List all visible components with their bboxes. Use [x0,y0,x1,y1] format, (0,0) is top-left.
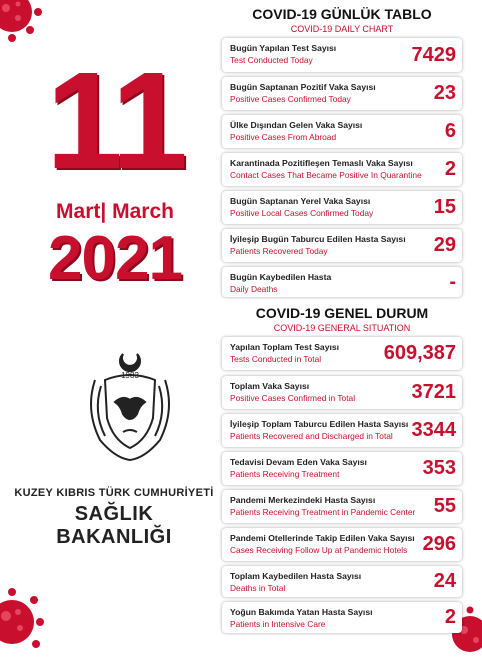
general-row-recovered [222,414,462,447]
row-label-en: Positive Cases From Abroad [230,132,337,142]
row-label-en: Patients Receiving Treatment [230,469,340,479]
daily-section-title: COVID-19 GÜNLÜK TABLO [252,6,432,22]
row-label-en: Daily Deaths [230,284,278,294]
general-section-subtitle: COVID-19 GENERAL SITUATION [273,323,411,333]
row-label-en: Patients in Intensive Care [230,619,326,629]
general-row-treatment [222,452,462,485]
row-label-en: Patients Recovered and Discharged in Total [230,431,393,441]
general-row-icu [222,602,462,633]
daily-section-subtitle: COVID-19 DAILY CHART [290,24,394,34]
virus-icon [0,0,52,52]
row-value: 7429 [411,43,456,66]
general-row-pandemic-hotels [222,528,462,561]
row-value: 353 [422,457,456,479]
daily-row-local [222,191,462,224]
row-value: 24 [433,570,456,592]
row-value: 23 [433,82,456,104]
date-year: 2021 [48,224,182,293]
daily-row-abroad [222,115,462,148]
general-section-title: COVID-19 GENEL DURUM [255,305,429,321]
government-emblem-icon [75,340,185,470]
daily-row-quarantine [222,153,462,186]
row-label-tr: Bugün Saptanan Yerel Vaka Sayısı [230,196,371,206]
row-label-tr: Yoğun Bakımda Yatan Hasta Sayısı [230,607,373,617]
row-value: 609,387 [383,342,456,364]
row-label-en: Positive Local Cases Confirmed Today [230,208,374,218]
row-value: 2 [444,606,456,628]
row-value: 6 [444,120,456,142]
row-value: 29 [433,234,456,256]
daily-row-positive [222,77,462,110]
row-label-tr: Pandemi Merkezindeki Hasta Sayısı [230,495,376,505]
row-value: 296 [422,533,456,555]
ministry-name-line2: SAĞLIK BAKANLIĞI [56,503,172,548]
general-row-pandemic-center [222,490,462,523]
row-label-tr: Toplam Vaka Sayısı [230,381,310,391]
daily-row-recovered [222,229,462,262]
date-day: 11 [46,44,184,198]
daily-row-deaths [222,267,462,297]
row-value: 3721 [411,381,456,403]
row-label-tr: Tedavisi Devam Eden Vaka Sayısı [230,457,367,467]
daily-row-tests [222,38,462,72]
row-label-tr: Bugün Yapılan Test Sayısı [230,43,337,53]
general-row-deaths [222,566,462,597]
emblem-year: 1983 [121,371,139,380]
row-value: 55 [433,495,456,517]
row-label-tr: Bugün Kaybedilen Hasta [230,272,332,282]
row-label-en: Deaths in Total [230,583,286,593]
ministry-name-line1: KUZEY KIBRIS TÜRK CUMHURİYETİ [14,487,214,499]
virus-icon [0,578,58,658]
row-label-tr: Yapılan Toplam Test Sayısı [230,342,340,352]
row-label-tr: Pandemi Otellerinde Takip Edilen Vaka Sayısı [230,533,415,543]
row-label-en: Test Conducted Today [230,55,313,65]
date-month: Mart| March [56,200,174,223]
row-label-en: Positive Cases Confirmed in Total [230,393,356,403]
general-row-cases [222,376,462,409]
row-value: 15 [433,196,456,218]
row-label-tr: Ülke Dışından Gelen Vaka Sayısı [230,120,363,130]
row-value: - [449,270,456,293]
row-label-tr: İyileşip Bugün Taburcu Edilen Hasta Sayısı [230,234,406,244]
row-label-en: Patients Receiving Treatment in Pandemic Center [230,507,416,517]
row-label-tr: Bugün Saptanan Pozitif Vaka Sayısı [230,82,376,92]
row-label-en: Positive Cases Confirmed Today [230,94,351,104]
row-label-en: Tests Conducted in Total [230,354,322,364]
row-label-tr: Karantinada Pozitifleşen Temaslı Vaka Sayısı [230,158,413,168]
row-label-en: Cases Receiving Follow Up at Pandemic Hotels [230,545,408,555]
row-label-en: Patients Recovered Today [230,246,328,256]
row-value: 2 [444,158,456,180]
row-label-tr: İyileşip Toplam Taburcu Edilen Hasta Sayısı [230,419,409,429]
row-value: 3344 [411,419,456,441]
row-label-en: Contact Cases That Became Positive In Quarantine [230,170,422,180]
general-row-tests [222,337,462,370]
row-label-tr: Toplam Kaybedilen Hasta Sayısı [230,571,362,581]
